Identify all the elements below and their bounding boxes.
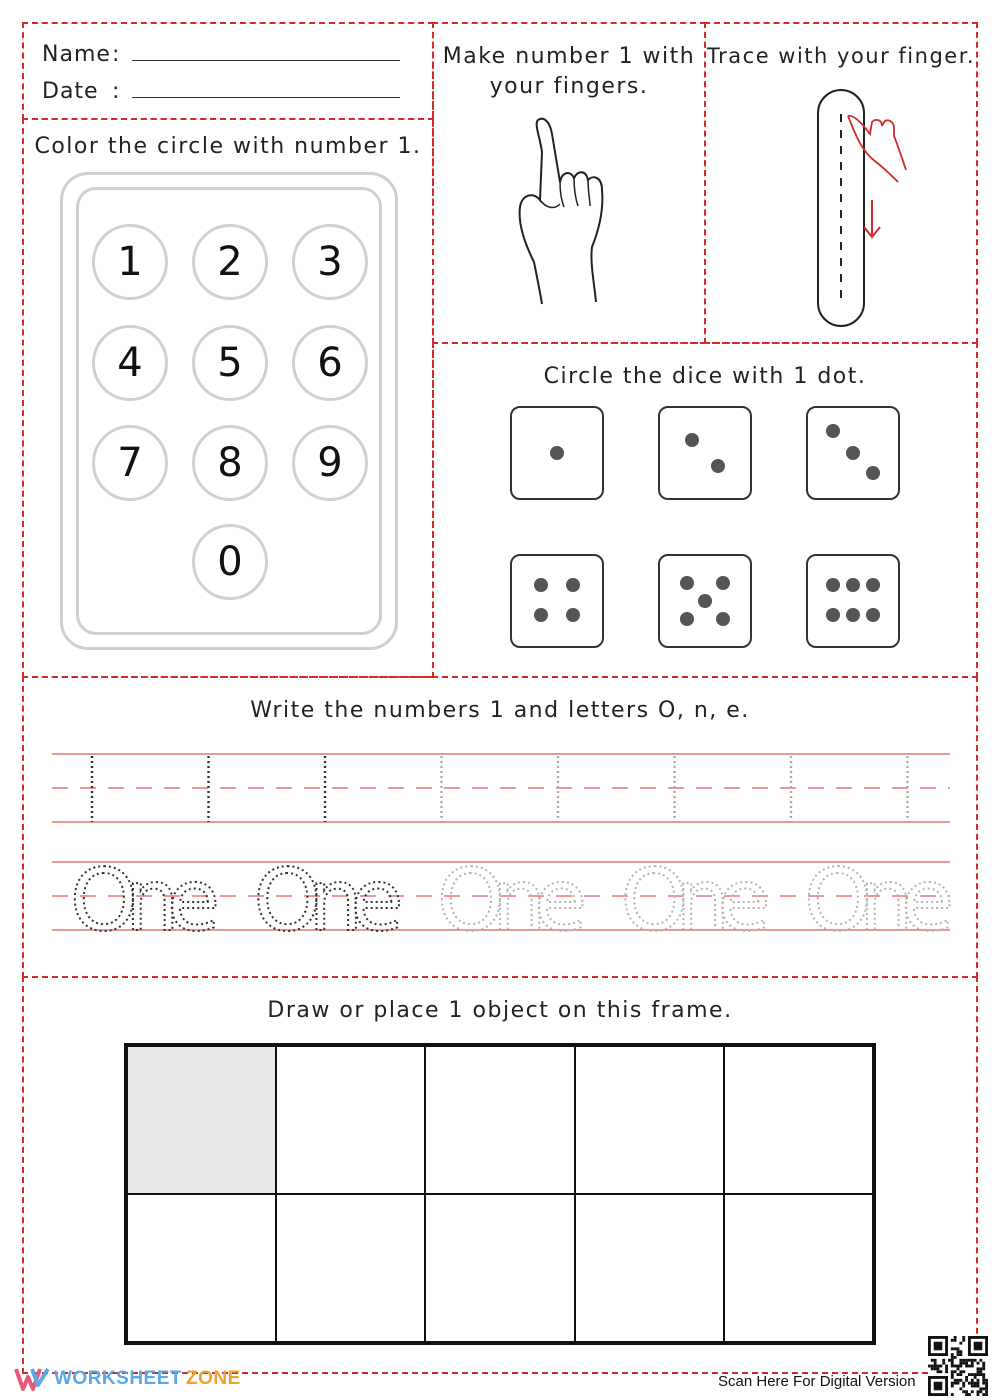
date-field[interactable] [132,79,400,98]
die-pip [680,576,694,590]
ten-frame-cell[interactable] [425,1046,574,1194]
die-pip [866,466,880,480]
die-pip [685,433,699,447]
keypad-key-7[interactable]: 7 [92,425,168,501]
trace-word-one[interactable]: One [804,851,954,951]
die-pip [866,578,880,592]
die-pip [534,608,548,622]
die-pip [846,578,860,592]
keypad-key-6[interactable]: 6 [292,325,368,401]
die-pip [550,446,564,460]
keypad-key-2[interactable]: 2 [192,224,268,300]
ten-frame-cell[interactable] [276,1046,425,1194]
die-pip [698,594,712,608]
name-row [42,42,400,67]
die-5[interactable] [658,554,752,648]
handwriting-lines[interactable] [24,678,976,976]
trace-word-one[interactable]: One [620,851,771,951]
name-label: Name [42,42,111,67]
hand-one-finger-icon [494,112,644,312]
date-colon: : [112,79,121,104]
die-pip [826,578,840,592]
dice-box [432,342,978,678]
trace-word-one[interactable]: One [70,851,220,951]
die-pip [711,459,725,473]
trace-word-one[interactable]: One [437,851,587,951]
die-pip [680,612,694,626]
ten-frame-cell[interactable] [276,1194,425,1342]
keypad-instruction: Color the circle with number 1. [34,134,422,159]
keypad-key-8[interactable]: 8 [192,425,268,501]
brand-text-zone: ZONE [186,1368,241,1389]
writing-box [22,676,978,978]
date-row [42,79,400,104]
ten-frame-cell[interactable] [575,1194,724,1342]
keypad-key-1[interactable]: 1 [92,224,168,300]
worksheetzone-logo-icon [14,1365,50,1393]
die-3[interactable] [806,406,900,500]
die-pip [846,608,860,622]
keypad-key-5[interactable]: 5 [192,325,268,401]
ten-frame-cell[interactable] [127,1046,276,1194]
die-1[interactable] [510,406,604,500]
fingers-instruction-line2: your fingers. [489,74,649,99]
dice-instruction: Circle the dice with 1 dot. [543,364,867,389]
die-pip [846,446,860,460]
tenframe-instruction: Draw or place 1 object on this frame. [267,998,733,1023]
date-label: Date [42,79,99,104]
trace-instruction: Trace with your finger. [706,44,976,68]
name-colon: : [112,42,121,67]
ten-frame-cell[interactable] [575,1046,724,1194]
ten-frame-cell[interactable] [724,1194,873,1342]
ten-frame-cell[interactable] [724,1046,873,1194]
keypad-key-0[interactable]: 0 [192,524,268,600]
die-2[interactable] [658,406,752,500]
fingers-box [432,22,706,344]
qr-code-icon[interactable] [928,1336,988,1396]
die-pip [566,608,580,622]
tenframe-box [22,976,978,1374]
brand-text-worksheet: WORKSHEET [54,1368,182,1389]
fingers-instruction-line1: Make number 1 with [442,44,696,69]
ten-frame-cell[interactable] [127,1194,276,1342]
die-pip [716,612,730,626]
keypad-box [22,118,434,678]
ten-frame-cell[interactable] [425,1194,574,1342]
keypad-key-4[interactable]: 4 [92,325,168,401]
die-pip [534,578,548,592]
die-4[interactable] [510,554,604,648]
writing-instruction: Write the numbers 1 and letters O, n, e. [250,698,750,723]
brand-logo [14,1364,241,1394]
name-field[interactable] [132,42,400,61]
trace-word-one[interactable]: One [253,851,404,951]
die-pip [566,578,580,592]
trace-one-icon[interactable] [806,86,936,331]
die-6[interactable] [806,554,900,648]
die-pip [866,608,880,622]
keypad-key-9[interactable]: 9 [292,425,368,501]
die-pip [826,608,840,622]
name-date-box [22,22,434,120]
die-pip [826,424,840,438]
keypad-key-3[interactable]: 3 [292,224,368,300]
ten-frame [124,1043,876,1345]
trace-box [704,22,978,344]
scan-text: Scan Here For Digital Version [718,1373,916,1390]
die-pip [716,576,730,590]
